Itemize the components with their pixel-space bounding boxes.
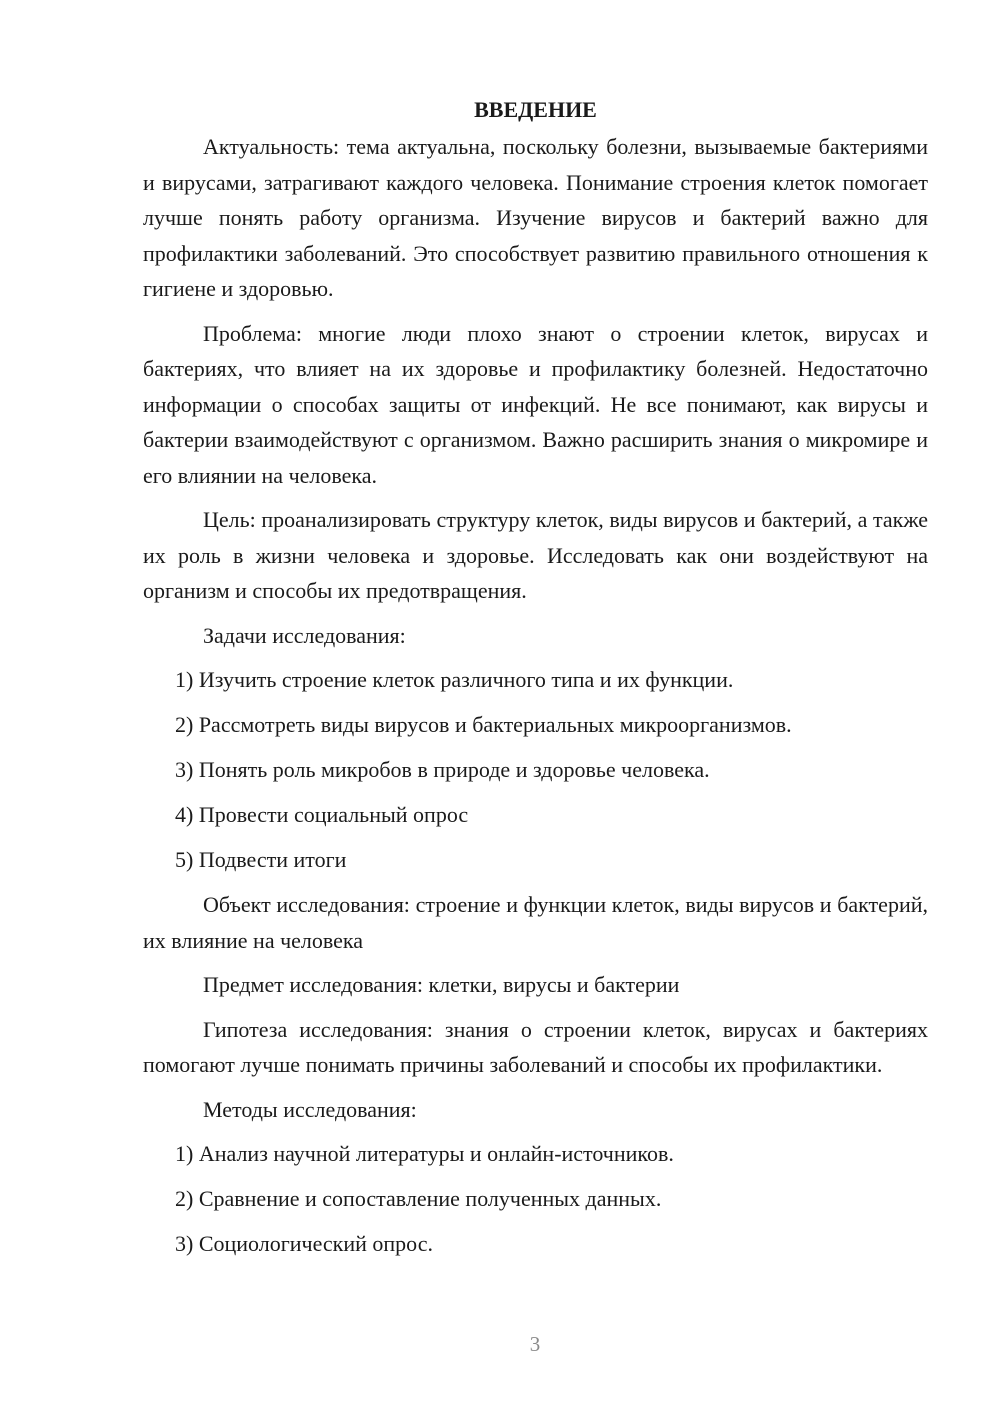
object-paragraph: Объект исследования: строение и функции клеток, виды вирусов и бактерий, их влияние на человека — [143, 892, 928, 953]
goal-paragraph: Цель: проанализировать структуру клеток, виды вирусов и бактерий, а также их роль в жизни человека и здоровье. Исследовать как они воздействуют на организм и способы их предотвращения. — [143, 507, 928, 603]
problem-paragraph: Проблема: многие люди плохо знают о строении клеток, вирусах и бактериях, что влияет на их здоровье и профилактику болезней. Недостаточно информации о способах защиты от инфекций. Не все понимают, как вирусы и бактерии взаимодействуют с организмом. Важно расширить знания о микромире и его влиянии на человека. — [143, 320, 928, 488]
document-page — [143, 92, 928, 1271]
method-item: 3) Социологический опрос. — [175, 1231, 433, 1256]
section-heading: ВВЕДЕНИЕ — [474, 97, 597, 122]
methods-label: Методы исследования: — [203, 1096, 417, 1122]
tasks-label: Задачи исследования: — [203, 622, 406, 648]
task-item: 3) Понять роль микробов в природе и здоровье человека. — [175, 757, 710, 782]
subject-paragraph: Предмет исследования: клетки, вирусы и бактерии — [203, 972, 680, 997]
page-number: 3 — [529, 1332, 541, 1356]
relevance-paragraph: Актуальность: тема актуальна, поскольку болезни, вызываемые бактериями и вирусами, затрагивают каждого человека. Понимание строения клеток помогает лучше понять работу организма. Изучение вирусов и бактерий важно для профилактики заболеваний. Это способствует развитию правильного отношения к гигиене и здоровью. — [143, 134, 928, 301]
task-item: 1) Изучить строение клеток различного типа и их функции. — [175, 667, 734, 692]
method-item: 1) Анализ научной литературы и онлайн-источников. — [175, 1141, 674, 1166]
task-item: 4) Провести социальный опрос — [175, 802, 469, 827]
methods-list — [143, 1136, 928, 1262]
method-item: 2) Сравнение и сопоставление полученных данных. — [175, 1186, 662, 1211]
task-item: 2) Рассмотреть виды вирусов и бактериальных микроорганизмов. — [175, 712, 792, 737]
task-item: 5) Подвести итоги — [175, 847, 347, 872]
hypothesis-paragraph: Гипотеза исследования: знания о строении клеток, вирусах и бактериях помогают лучше понимать причины заболеваний и способы их профилактики. — [143, 1016, 928, 1077]
tasks-list — [143, 662, 928, 878]
